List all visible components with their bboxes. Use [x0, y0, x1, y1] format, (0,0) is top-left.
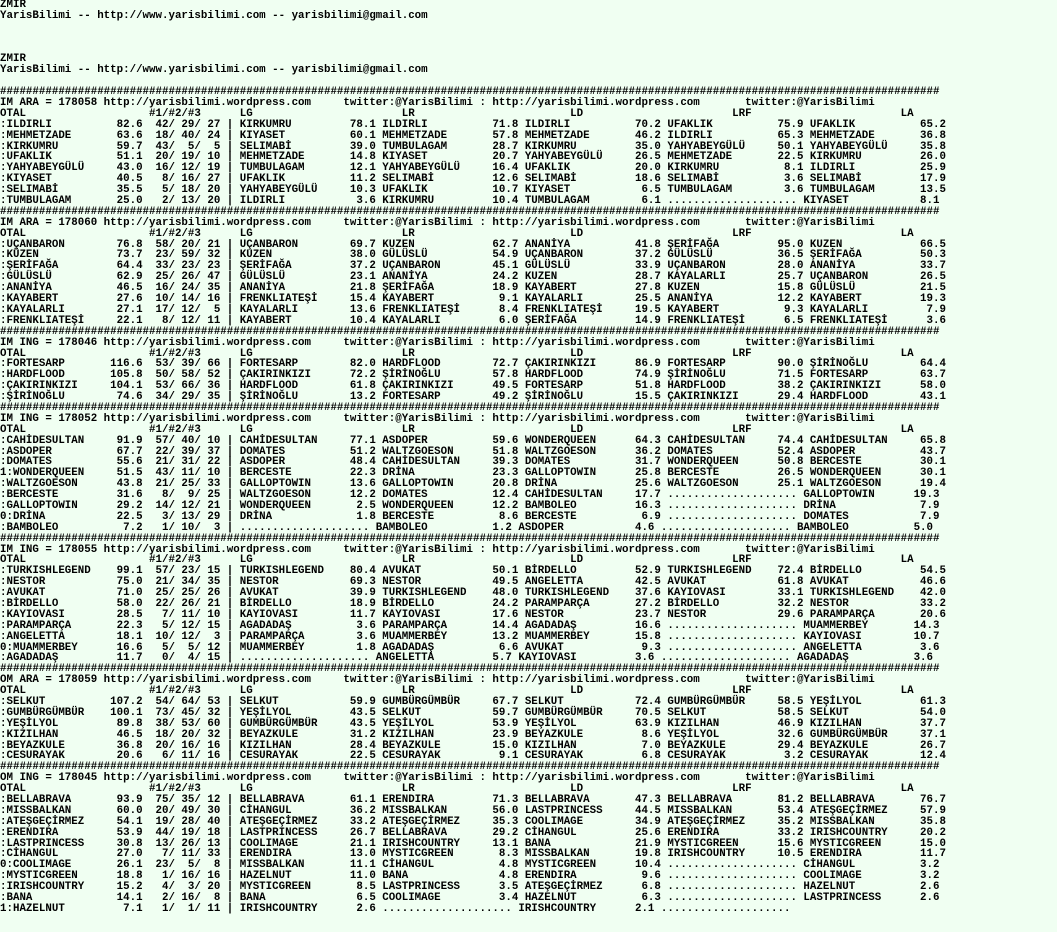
horse-row: :MYSTICGREEN 18.8 1/ 16/ 16 | HAZELNUT 11.0 BANA 4.8 ERENDIRA 9.6 .................... COOLIMAGE 3.2 [0, 870, 940, 883]
column-header-line: OTAL #1/#2/#3 LG LR LD LRF LA [0, 423, 914, 436]
column-header-line: OTAL #1/#2/#3 LG LR LD LRF LA [0, 107, 914, 120]
horse-row: :BELLABRAVA 93.9 75/ 35/ 12 | BELLABRAVA 61.1 ERENDIRA 71.3 BELLABRAVA 47.3 BELLABRAVA 81.2 BELLABRAVA 76.7 [0, 794, 946, 807]
horse-row: :GALLOPTOWIN 29.2 14/ 12/ 21 | WONDERQUEEN 2.5 WONDERQUEEN 12.2 BAMBOLEO 16.3 .................... DRİNA 7.9 [0, 499, 940, 512]
race-header-line: IM ING = 178055 http://yarisbilimi.wordpress.com twitter:@YarisBilimi : http://yarisbilimi.wordpress.com twitter:@YarisBilimi [0, 543, 875, 556]
horse-row: :KAYABERT 27.6 10/ 14/ 16 | FRENKLIATEŞİ 15.4 KAYABERT 9.1 KAYALARLI 25.5 ANANİYA 12.2 KAYABERT 19.3 [0, 293, 946, 306]
horse-row: :WALTZGOESON 43.8 21/ 25/ 33 | GALLOPTOWIN 13.6 GALLOPTOWIN 20.8 DRİNA 25.6 WALTZGOESON 25.1 WALTZGOESON 19.4 [0, 478, 946, 491]
horse-row: :FRENKLIATEŞİ 22.1 8/ 12/ 11 | KAYABERT 10.4 KAYALARLI 6.0 ŞERİFAĞA 14.9 FRENKLIATEŞİ 6.5 FRENKLIATEŞİ 3.6 [0, 314, 946, 327]
horse-row: :CESURAYAK 20.6 6/ 11/ 16 | CESURAYAK 22.5 CESURAYAK 9.1 CESURAYAK 6.8 CESURAYAK 3.2 CESURAYAK 12.4 [0, 750, 946, 763]
horse-row: :TURKISHLEGEND 99.1 57/ 23/ 15 | TURKISHLEGEND 80.4 AVUKAT 50.1 BİRDELLO 52.9 TURKISHLEGEND 72.4 BİRDELLO 54.5 [0, 565, 946, 578]
separator-line: ################################################################################################################################################# [0, 663, 940, 676]
horse-row: :GUMBÜRGÜMBÜR 100.1 73/ 45/ 32 | YEŞİLYOL 43.5 SELKUT 59.7 GUMBÜRGÜMBÜR 70.5 SELKUT 58.5 SELKUT 54.0 [0, 706, 946, 719]
horse-row: :TUMBULAGAM 25.0 2/ 13/ 20 | ILDIRLI 3.6 KIRKUMRU 10.4 TUMBULAGAM 6.1 .................... KIYASET 8.1 [0, 195, 940, 208]
column-header-line: OTAL #1/#2/#3 LG LR LD LRF LA [0, 227, 914, 240]
horse-row: :AGADADAŞ 11.7 0/ 4/ 15 | .................... ANGELETTA 5.7 KAYIOVASI 3.6 .................... AGADADAŞ 3.6 [0, 652, 934, 665]
horse-row: :PARAMPARÇA 22.3 5/ 12/ 15 | AGADADAŞ 3.6 PARAMPARÇA 14.4 AGADADAŞ 16.6 .................... MUAMMERBEY 14.3 [0, 619, 940, 632]
horse-row: :GÜLÜSLÜ 62.9 25/ 26/ 47 | GÜLÜSLÜ 23.1 ANANİYA 24.2 KUZEN 28.7 KAYALARLI 25.7 UÇANBARON 26.5 [0, 271, 946, 284]
separator-line: ################################################################################################################################################# [0, 401, 940, 414]
horse-row: :BİRDELLO 58.0 22/ 26/ 21 | BİRDELLO 18.9 BİRDELLO 24.2 PARAMPARÇA 27.2 BİRDELLO 32.2 NESTOR 33.2 [0, 597, 946, 610]
site-info-line: YarisBilimi -- http://www.yarisbilimi.com -- yarisbilimi@gmail.com [0, 64, 428, 77]
horse-row: :ŞERİFAĞA 64.4 33/ 23/ 23 | ŞERİFAĞA 37.2 UÇANBARON 45.1 GÜLÜSLÜ 33.9 UÇANBARON 28.0 ANANİYA 33.7 [0, 260, 946, 273]
city-title-line: ZMIR [0, 0, 26, 11]
separator-line: ################################################################################################################################################# [0, 761, 940, 774]
horse-row: :YEŞİLYOL 89.8 38/ 53/ 60 | GUMBÜRGÜMBÜR 43.5 YEŞİLYOL 53.9 YEŞİLYOL 63.9 KIZILHAN 46.9 KIZILHAN 37.7 [0, 717, 946, 730]
race-header-line: OM ING = 178045 http://yarisbilimi.wordpress.com twitter:@YarisBilimi : http://yarisbilimi.wordpress.com twitter:@YarisBilimi [0, 772, 875, 785]
horse-row: :ILDIRLI 82.6 42/ 29/ 27 | KIRKUMRU 78.1 ILDIRLI 71.8 ILDIRLI 70.2 UFAKLIK 75.9 UFAKLIK 65.2 [0, 118, 946, 131]
horse-row: :ERENDIRA 53.9 44/ 19/ 18 | LASTPRINCESS 26.7 BELLABRAVA 29.2 CİHANGUL 25.6 ERENDIRA 33.2 IRISHCOUNTRY 20.2 [0, 826, 946, 839]
horse-row: :BEYAZKULE 36.8 20/ 16/ 16 | KIZILHAN 28.4 BEYAZKULE 15.0 KIZILHAN 7.0 BEYAZKULE 29.4 BEYAZKULE 26.7 [0, 739, 946, 752]
blank-line [0, 22, 1057, 33]
horse-row: 0:DRİNA 22.5 3/ 13/ 29 | DRİNA 1.8 BERCESTE 8.6 BERCESTE 6.9 .................... DOMATES 7.9 [0, 510, 940, 523]
horse-row: :KAYALARLI 27.1 17/ 12/ 5 | KAYALARLI 13.6 FRENKLIATEŞİ 8.4 FRENKLIATEŞİ 19.5 KAYABERT 9.3 KAYALARLI 7.9 [0, 303, 946, 316]
horse-row: :SELKUT 107.2 54/ 64/ 53 | SELKUT 59.9 GUMBÜRGÜMBÜR 67.7 SELKUT 72.4 GUMBÜRGÜMBÜR 58.5 YEŞİLYOL 61.3 [0, 696, 946, 708]
separator-line: ################################################################################################################################################# [0, 86, 940, 99]
horse-row: 0:MUAMMERBEY 16.6 5/ 5/ 12 | MUAMMERBEY 1.8 AGADADAŞ 6.6 AVUKAT 9.3 .................... ANGELETTA 3.6 [0, 641, 940, 654]
horse-row: :DOMATES 55.6 21/ 31/ 22 | ASDOPER 48.4 CAHİDESULTAN 39.3 DOMATES 31.7 WONDERQUEEN 50.8 BERCESTE 30.1 [0, 456, 946, 469]
separator-line: ################################################################################################################################################# [0, 325, 940, 338]
horse-row: :KIZILHAN 46.5 18/ 20/ 32 | BEYAZKULE 31.2 KIZILHAN 23.9 BEYAZKULE 8.6 YEŞİLYOL 32.6 GUMBÜRGÜMBÜR 37.1 [0, 728, 946, 741]
horse-row: :BAMBOLEO 7.2 1/ 10/ 3 | .................... BAMBOLEO 1.2 ASDOPER 4.6 .................... BAMBOLEO 5.0 [0, 521, 934, 534]
horse-row: 1:HAZELNUT 7.1 1/ 1/ 11 | IRISHCOUNTRY 2.6 .................... IRISHCOUNTRY 2.1 .................... [0, 902, 791, 915]
horse-row: :AVUKAT 71.0 25/ 25/ 26 | AVUKAT 39.9 TURKISHLEGEND 48.0 TURKISHLEGEND 37.6 KAYIOVASI 33.1 TURKISHLEGEND 42.0 [0, 587, 946, 600]
horse-row: :LASTPRINCESS 30.8 13/ 26/ 13 | COOLIMAGE 21.1 IRISHCOUNTRY 13.1 BANA 21.9 MYSTICGREEN 15.6 MYSTICGREEN 15.0 [0, 837, 946, 850]
horse-row: :BANA 14.1 2/ 16/ 8 | BANA 6.5 COOLIMAGE 3.4 HAZELNUT 6.3 .................... LASTPRINCESS 2.6 [0, 892, 940, 905]
column-header-line: OTAL #1/#2/#3 LG LR LD LRF LA [0, 347, 914, 360]
horse-row: :ASDOPER 67.7 22/ 39/ 37 | DOMATES 51.2 WALTZGOESON 51.8 WALTZGOESON 36.2 DOMATES 52.4 ASDOPER 43.7 [0, 445, 946, 458]
race-header-line: IM ING = 178046 http://yarisbilimi.wordpress.com twitter:@YarisBilimi : http://yarisbilimi.wordpress.com twitter:@YarisBilimi [0, 336, 875, 349]
city-title-line: ZMIR [0, 53, 26, 66]
column-header-line: OTAL #1/#2/#3 LG LR LD LRF LA [0, 783, 914, 796]
horse-row: :ŞİRİNOĞLU 74.6 34/ 29/ 35 | ŞİRİNOĞLU 13.2 FORTESARP 49.2 ŞİRİNOĞLU 15.5 ÇAKIRINKIZI 29.4 HARDFLOOD 43.1 [0, 391, 946, 404]
race-header-line: IM ING = 178052 http://yarisbilimi.wordpress.com twitter:@YarisBilimi : http://yarisbilimi.wordpress.com twitter:@YarisBilimi [0, 412, 875, 425]
horse-row: 1:WONDERQUEEN 51.5 43/ 11/ 10 | BERCESTE 22.3 DRİNA 23.3 GALLOPTOWIN 25.8 BERCESTE 26.5 WONDERQUEEN 30.1 [0, 467, 946, 480]
horse-row: :YAHYABEYGÜLÜ 43.0 16/ 12/ 19 | TUMBULAGAM 12.1 YAHYABEYGÜLÜ 16.4 UFAKLIK 20.0 KIRKUMRU 8.1 ILDIRLI 25.9 [0, 162, 946, 175]
column-header-line: OTAL #1/#2/#3 LG LR LD LRF LA [0, 554, 914, 567]
horse-row: :ÇAKIRINKIZI 104.1 53/ 66/ 36 | HARDFLOOD 61.8 ÇAKIRINKIZI 49.5 FORTESARP 51.8 HARDFLOOD 38.2 ÇAKIRINKIZI 58.0 [0, 380, 946, 393]
race-header-line: OM ARA = 178059 http://yarisbilimi.wordpress.com twitter:@YarisBilimi : http://yarisbilimi.wordpress.com twitter:@YarisBilimi [0, 674, 875, 687]
horse-row: :ANANİYA 46.5 16/ 24/ 35 | ANANİYA 21.8 ŞERİFAĞA 18.9 KAYABERT 27.8 KUZEN 15.8 GÜLÜSLÜ 21.5 [0, 282, 946, 295]
horse-row: :HARDFLOOD 105.8 50/ 58/ 52 | ÇAKIRINKIZI 72.2 ŞİRİNOĞLU 57.8 HARDFLOOD 74.9 ŞİRİNOĞLU 71.5 FORTESARP 63.7 [0, 369, 946, 382]
blank-line [0, 33, 1057, 44]
horse-row: :KIYASET 40.5 8/ 16/ 27 | UFAKLIK 11.2 SELIMABİ 12.6 SELIMABİ 18.6 SELIMABİ 3.6 SELIMABİ 17.9 [0, 173, 946, 186]
race-header-line: IM ARA = 178058 http://yarisbilimi.wordpress.com twitter:@YarisBilimi : http://yarisbilimi.wordpress.com twitter:@YarisBilimi [0, 97, 875, 110]
horse-row: :ANGELETTA 18.1 10/ 12/ 3 | PARAMPARÇA 3.6 MUAMMERBEY 13.2 MUAMMERBEY 15.8 .................... KAYIOVASI 10.7 [0, 630, 940, 643]
race-header-line: IM ARA = 178060 http://yarisbilimi.wordpress.com twitter:@YarisBilimi : http://yarisbilimi.wordpress.com twitter:@YarisBilimi [0, 216, 875, 229]
horse-row: :KÜZEN 73.7 23/ 59/ 32 | KUZEN 38.0 GÜLÜSLÜ 54.9 UÇANBARON 37.2 GÜLÜSLÜ 36.5 ŞERİFAĞA 50.3 [0, 249, 946, 262]
horse-row: :MEHMETZADE 63.6 18/ 40/ 24 | KIYASET 60.1 MEHMETZADE 57.8 MEHMETZADE 46.2 ILDIRLI 65.3 MEHMETZADE 36.8 [0, 129, 946, 142]
separator-line: ################################################################################################################################################# [0, 532, 940, 545]
horse-row: :SELIMABİ 35.5 5/ 18/ 20 | YAHYABEYGÜLÜ 10.3 UFAKLIK 10.7 KIYASET 6.5 TUMBULAGAM 3.6 TUMBULAGAM 13.5 [0, 184, 946, 197]
horse-row: :UÇANBARON 76.8 58/ 20/ 21 | UÇANBARON 69.7 KUZEN 62.7 ANANİYA 41.8 ŞERİFAĞA 95.0 KUZEN 66.5 [0, 238, 946, 251]
horse-row: :KAYIOVASI 28.5 7/ 11/ 10 | KAYIOVASI 11.7 KAYIOVASI 17.6 NESTOR 23.7 NESTOR 29.6 PARAMPARÇA 20.6 [0, 608, 946, 621]
blank-line [0, 44, 1057, 55]
horse-row: :ATEŞGEÇİRMEZ 54.1 19/ 28/ 40 | ATEŞGEÇİRMEZ 33.2 ATEŞGEÇİRMEZ 35.3 COOLIMAGE 34.9 ATEŞGEÇİRMEZ 35.2 MISSBALKAN 35.8 [0, 815, 946, 828]
horse-row: :IRISHCOUNTRY 15.2 4/ 3/ 20 | MYSTICGREEN 8.5 LASTPRINCESS 3.5 ATEŞGEÇİRMEZ 6.8 .................... HAZELNUT 2.6 [0, 881, 940, 894]
horse-row: :CAHİDESULTAN 91.9 57/ 40/ 10 | CAHİDESULTAN 77.1 ASDOPER 59.6 WONDERQUEEN 64.3 CAHİDESULTAN 74.4 CAHİDESULTAN 65.8 [0, 434, 946, 447]
horse-row: :MISSBALKAN 60.0 20/ 49/ 30 | CİHANGUL 36.2 MISSBALKAN 56.0 LASTPRINCESS 44.5 MISSBALKAN 53.4 ATEŞGEÇİRMEZ 57.9 [0, 804, 946, 817]
separator-line: ################################################################################################################################################# [0, 205, 940, 218]
site-info-line: YarisBilimi -- http://www.yarisbilimi.com -- yarisbilimi@gmail.com [0, 9, 428, 22]
horse-row: :FORTESARP 116.6 53/ 39/ 66 | FORTESARP 82.0 HARDFLOOD 72.7 ÇAKIRINKIZI 86.9 FORTESARP 90.0 ŞİRİNOĞLU 64.4 [0, 358, 946, 371]
horse-row: :KIRKUMRU 59.7 43/ 5/ 5 | SELIMABİ 39.0 TUMBULAGAM 28.7 KIRKUMRU 35.0 YAHYABEYGÜLÜ 50.1 YAHYABEYGÜLÜ 35.8 [0, 140, 946, 153]
column-header-line: OTAL #1/#2/#3 LG LR LD LRF LA [0, 685, 914, 698]
horse-row: :CİHANGUL 27.0 7/ 11/ 33 | ERENDIRA 13.0 MYSTICGREEN 8.3 MISSBALKAN 19.8 IRISHCOUNTRY 10.5 ERENDIRA 11.7 [0, 848, 946, 861]
horse-row: 0:COOLIMAGE 26.1 23/ 5/ 8 | MISSBALKAN 11.1 CİHANGUL 4.8 MYSTICGREEN 10.4 .................... CİHANGUL 3.2 [0, 859, 940, 872]
horse-row: :BERCESTE 31.6 8/ 9/ 25 | WALTZGOESON 12.2 DOMATES 12.4 CAHİDESULTAN 17.7 .................... GALLOPTOWIN 19.3 [0, 489, 940, 502]
horse-row: :UFAKLIK 51.1 20/ 19/ 10 | MEHMETZADE 14.8 KIYASET 20.7 YAHYABEYGÜLÜ 26.5 MEHMETZADE 22.5 KIRKUMRU 26.0 [0, 151, 946, 164]
horse-row: :NESTOR 75.0 21/ 34/ 35 | NESTOR 69.3 NESTOR 49.5 ANGELETTA 42.5 AVUKAT 61.8 AVUKAT 46.6 [0, 576, 946, 589]
